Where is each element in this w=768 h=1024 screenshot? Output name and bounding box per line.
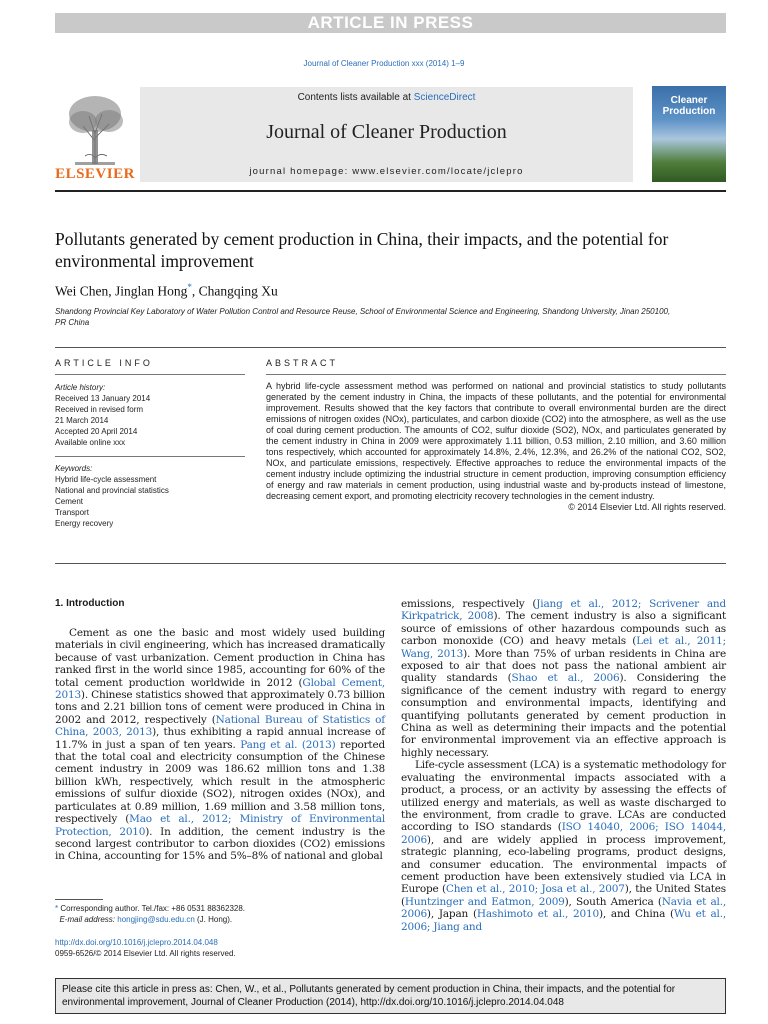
issn-copyright: 0959-6526/© 2014 Elsevier Ltd. All rights reserved.	[55, 948, 236, 958]
keyword-item: Cement	[55, 497, 84, 506]
article-info-divider	[55, 374, 245, 375]
keywords	[55, 463, 245, 529]
info-top-rule	[55, 347, 726, 348]
body-text: ). The cement industry is also a significant source of emissions of other hazardous compounds such as carbon monoxide (CO) and heavy metals (	[401, 610, 727, 648]
citation-link[interactable]: Mao et al., 2012; Ministry of Environmental Protection, 2010	[55, 813, 385, 838]
left-column	[55, 627, 385, 863]
footnote-contact: Corresponding author. Tel./fax: +86 0531 88362328.	[58, 904, 246, 913]
history-revised: Received in revised form	[55, 405, 144, 414]
section-heading-introduction: 1. Introduction	[55, 598, 125, 609]
citation-link[interactable]: Navia et al., 2006	[401, 895, 726, 921]
citation-link[interactable]: Jiang et al., 2012; Scrivener and Kirkpatrick, 2008	[401, 598, 726, 623]
email-label: E-mail address:	[59, 914, 118, 924]
authors-first: Wei Chen, Jinglan Hong	[55, 283, 188, 299]
doi-block	[55, 938, 385, 959]
cite-this-article-box: Please cite this article in press as: Chen, W., et al., Pollutants generated by cement production in China, their impacts, and the potential for environmental improvement, Journal of Cleaner Production (2014), http://dx.doi.org/10.1016/j.jclepro.2014.04.048	[55, 978, 726, 1014]
body-text: emissions, respectively (	[401, 598, 537, 610]
body-text: ). In addition, the cement industry is the second largest contributor to carbon dioxides (CO2) emissions in China, accounting for 15% and 5%–8% of national and global	[55, 825, 385, 863]
keyword-item: Transport	[55, 508, 89, 517]
authors-last: , Changqing Xu	[191, 283, 278, 299]
abstract-divider	[266, 374, 726, 375]
article-title: Pollutants generated by cement production in China, their impacts, and the potential for environmental improvement	[55, 229, 669, 271]
abstract-body	[266, 381, 726, 513]
citation-link[interactable]: ISO 14040, 2006; ISO 14044, 2006	[401, 821, 726, 846]
body-text: reported that the total coal and electricity consumption of the Chinese cement industry in 2009 was 186.62 million tons and 1.38 billion kWh, respectively, which result in the atmospheric emissions of sulfur dioxide (SO2), nitrogen oxides (NOx), and particulates at 0.89 million, 1.69 million and 3.58 million tons, respectively (	[55, 738, 385, 826]
intro-paragraph-2	[401, 759, 726, 933]
citation-link[interactable]: Shao et al., 2006	[511, 672, 620, 685]
footnote-star: *	[55, 904, 59, 913]
email-link[interactable]: hongjing@sdu.edu.cn	[117, 914, 195, 924]
journal-cover-title: Cleaner Production	[662, 95, 716, 117]
keywords-divider	[55, 456, 245, 457]
citation-link[interactable]: Global Cement, 2013	[55, 676, 385, 702]
article-history-label: Article history:	[55, 383, 106, 392]
doi-link[interactable]: http://dx.doi.org/10.1016/j.jclepro.2014.04.048	[55, 938, 218, 947]
abstract-copyright: © 2014 Elsevier Ltd. All rights reserved.	[568, 502, 726, 512]
keyword-item: Energy recovery	[55, 519, 114, 528]
body-text: ), the United States (	[401, 883, 726, 908]
citation-link[interactable]: Wu et al., 2006; Jiang and	[401, 908, 726, 933]
author-list	[55, 282, 278, 300]
abstract-text: A hybrid life-cycle assessment method was performed on national and provincial statistics to study pollutants generated by the cement industry in China, the impacts of these pollutants, and the potential for environmental improvement. Results showed that the key factors that contribute to overall environmental burden are the direct emissions of nitrogen oxides (NOx), particulates, and carbon dioxide (CO2) into the atmosphere, as well as the use of coal during cement production. The amounts of CO2, sulfur dioxide (SO2), NOx, and particulates generated by the cement industry in China in 2009 were approximately 1.11 billion, 0.53 million, 2.10 million, and 3.60 million tons respectively, which accounted for approximately 14.8%, 2.4%, 12.3%, and 26.2% of the national CO2, SO2, NOx, and particulate emissions, respectively. Effective approaches to reduce the environmental impacts of the cement industry include optimizing the industrial structure in cement production, improving consumption efficiency of energy and raw materials in cement production, using industrial waste and by-products instead of limestone, decreasing cement export, and promoting electricity recovery technologies in the cement industry.	[266, 381, 726, 501]
citation-link[interactable]: National Bureau of Statistics of China, 2003, 2013	[55, 713, 385, 739]
corresponding-author-mark[interactable]: *	[187, 282, 192, 292]
abstract-bottom-rule	[55, 563, 726, 564]
article-history	[55, 382, 245, 448]
header-rule	[55, 190, 726, 192]
body-text: ), and China (	[598, 908, 674, 921]
body-text: ). Considering the significance of the cement industry with regard to energy consumption and environmental impacts, identifying and quantifying pollutants generated by cement production in China as well as determining their impacts and the potential for environmental improvement via an effective approach is highly necessary.	[401, 672, 727, 759]
intro-paragraph-1-continued	[401, 598, 726, 759]
contents-prefix: Contents lists available at	[297, 92, 414, 103]
body-text: Cement as one the basic and most widely used building materials in civil engineering, which has increased dramatically because of vast urbanization. Cement production in China has ranked first in the world since 1985, accounting for 60% of the total cement production worldwide in 2012 (	[55, 627, 385, 689]
body-text: ), thus exhibiting a rapid annual increase of 11.7% in just a span of ten years.	[55, 726, 385, 751]
keywords-label: Keywords:	[55, 464, 93, 473]
history-accepted: Accepted 20 April 2014	[55, 427, 138, 436]
body-text: ), and are widely applied in process improvement, strategic planning, eco-labeling programs, product designs, and consumer education. The environmental impacts of cement production have been extensively studied via LCA in Europe (	[401, 833, 726, 896]
elsevier-wordmark: ELSEVIER	[55, 166, 135, 182]
citation-link[interactable]: Hashimoto et al., 2010	[476, 908, 599, 921]
history-revised-date: 21 March 2014	[55, 416, 109, 425]
body-text: ). Chinese statistics showed that approximately 0.73 billion tons and 2.21 billion tons of cement were produced in China in 2002 and 2012, respectively (	[55, 689, 385, 726]
body-text: Life-cycle assessment (LCA) is a systematic methodology for evaluating the environmental impacts associated with a product, a process, or an activity by assessing the effects of utilized energy and materials, as well as waste discharged to the environment, from cradle to grave. LCAs are conducted according to ISO standards (	[401, 759, 726, 834]
citation-link[interactable]: Chen et al., 2010; Josa et al., 2007	[445, 883, 625, 896]
footnote-rule	[55, 899, 103, 900]
article-in-press-banner: ARTICLE IN PRESS	[55, 13, 726, 33]
journal-homepage[interactable]: journal homepage: www.elsevier.com/locate/jclepro	[249, 166, 524, 177]
right-column	[401, 598, 726, 933]
citation-link[interactable]: Lei et al., 2011; Wang, 2013	[401, 635, 726, 660]
body-text: ). More than 75% of urban residents in China are exposed to air that does not pass the national ambient air quality standards (	[401, 647, 726, 685]
history-online: Available online xxx	[55, 438, 126, 447]
citation-link[interactable]: Pang et al. (2013)	[240, 738, 336, 751]
affiliation: Shandong Provincial Key Laboratory of Water Pollution Control and Resource Reuse, School of Environmental Science and Engineering, Shandong University, Jinan 250100, PR China	[55, 307, 671, 327]
article-info-heading: ARTICLE INFO	[55, 358, 153, 368]
keyword-item: National and provincial statistics	[55, 486, 169, 495]
contents-available-text	[140, 92, 633, 103]
journal-title: Journal of Cleaner Production	[266, 121, 507, 143]
corresponding-author-footnote	[55, 904, 385, 925]
keyword-item: Hybrid life-cycle assessment	[55, 475, 157, 484]
sciencedirect-link[interactable]: ScienceDirect	[413, 92, 476, 103]
body-text: ), Japan (	[426, 908, 477, 921]
abstract-heading: ABSTRACT	[266, 358, 339, 368]
email-suffix: (J. Hong).	[194, 914, 233, 924]
body-text: ), South America (	[564, 895, 662, 908]
intro-paragraph-1	[55, 627, 385, 863]
citation-link[interactable]: Huntzinger and Eatmon, 2009	[404, 895, 565, 908]
history-received: Received 13 January 2014	[55, 394, 151, 403]
journal-reference-link[interactable]: Journal of Cleaner Production xxx (2014) 1–9	[303, 59, 465, 68]
